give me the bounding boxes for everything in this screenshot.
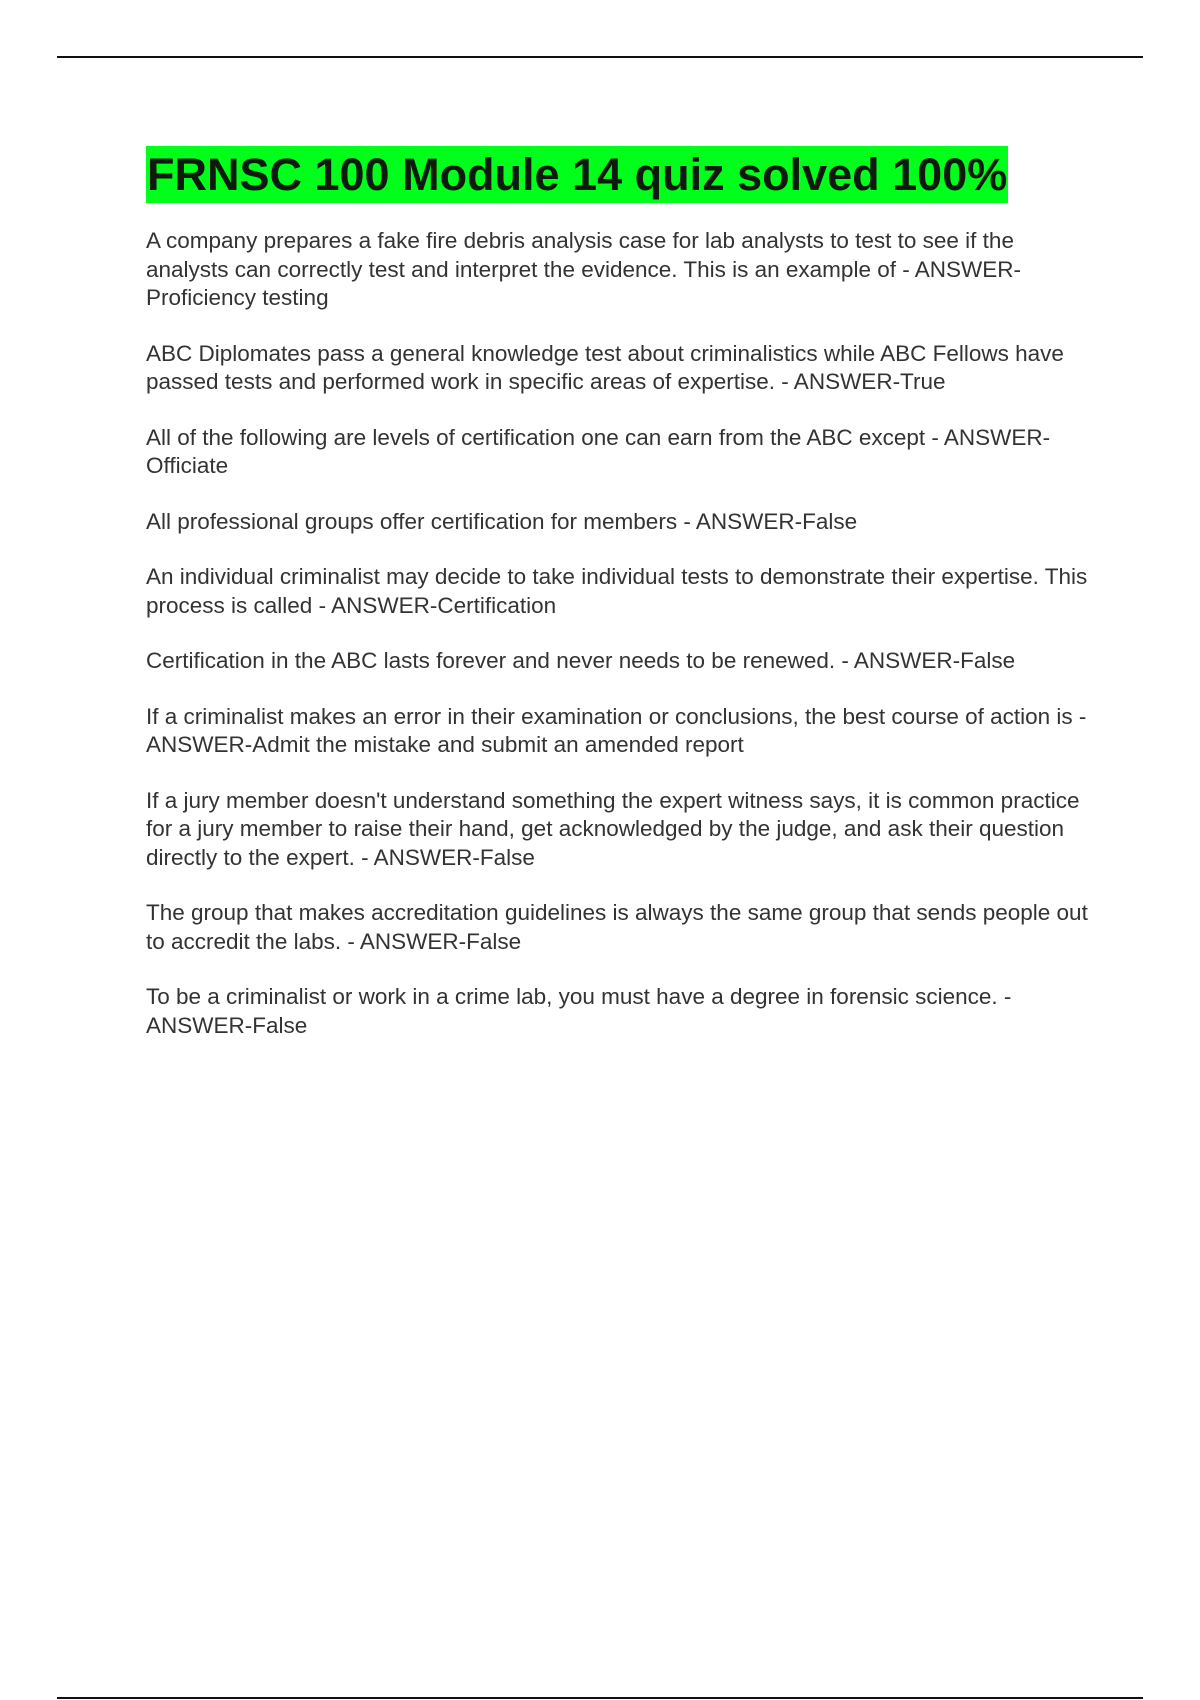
qa-item: All of the following are levels of certification one can earn from the ABC except - ANSWER-Officiate bbox=[146, 424, 1051, 478]
qa-item: To be a criminalist or work in a crime lab, you must have a degree in forensic science. - ANSWER-False bbox=[146, 984, 1012, 1038]
top-rule bbox=[57, 56, 1143, 58]
qa-item: Certification in the ABC lasts forever and never needs to be renewed. - ANSWER-False bbox=[146, 648, 1016, 673]
qa-item: An individual criminalist may decide to take individual tests to demonstrate their expertise. This process is called - ANSWER-Certification bbox=[146, 564, 1088, 618]
qa-list bbox=[146, 227, 1101, 1040]
qa-item: ABC Diplomates pass a general knowledge test about criminalistics while ABC Fellows have passed tests and performed work in specific areas of expertise. - ANSWER-True bbox=[146, 340, 1064, 394]
qa-item: A company prepares a fake fire debris analysis case for lab analysts to test to see if the analysts can correctly test and interpret the evidence. This is an example of - ANSWER-Proficiency testing bbox=[146, 228, 1021, 310]
qa-item: If a criminalist makes an error in their examination or conclusions, the best course of action is - ANSWER-Admit the mistake and submit an amended report bbox=[146, 703, 1087, 757]
qa-item: If a jury member doesn't understand something the expert witness says, it is common practice for a jury member to raise their hand, get acknowledged by the judge, and ask their question directly to the expert. - ANSWER-False bbox=[146, 787, 1080, 870]
document-body bbox=[146, 146, 1101, 1067]
page-title: FRNSC 100 Module 14 quiz solved 100% bbox=[146, 146, 1008, 203]
bottom-rule bbox=[57, 1697, 1143, 1699]
qa-item: The group that makes accreditation guidelines is always the same group that sends people out to accredit the labs. - ANSWER-False bbox=[146, 900, 1088, 954]
qa-item: All professional groups offer certification for members - ANSWER-False bbox=[146, 508, 858, 534]
